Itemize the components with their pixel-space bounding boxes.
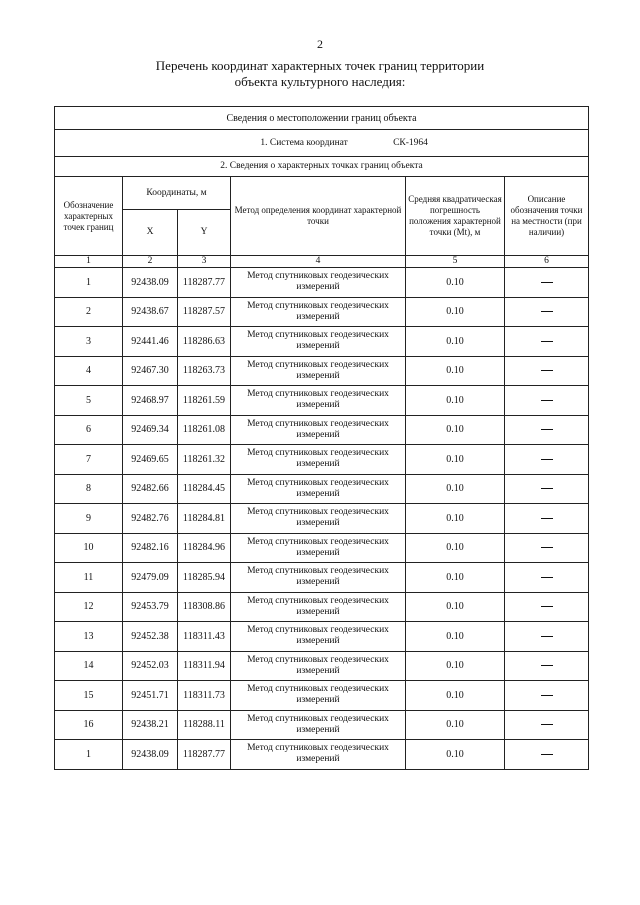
description-cell bbox=[505, 268, 589, 298]
table-row bbox=[55, 327, 589, 357]
description-cell bbox=[505, 681, 589, 711]
description-cell bbox=[505, 563, 589, 593]
description-cell bbox=[505, 651, 589, 681]
method-cell: Метод спутниковых геодезических измерений bbox=[231, 740, 406, 770]
x-cell: 92482.66 bbox=[123, 474, 178, 504]
column-numbers-row bbox=[55, 256, 589, 268]
x-cell: 92482.16 bbox=[123, 533, 178, 563]
y-cell: 118311.43 bbox=[178, 622, 231, 652]
dash-mark bbox=[541, 459, 553, 460]
point-cell: 1 bbox=[55, 268, 123, 298]
description-cell bbox=[505, 533, 589, 563]
dash-mark bbox=[541, 754, 553, 755]
y-cell: 118311.94 bbox=[178, 651, 231, 681]
y-cell: 118284.45 bbox=[178, 474, 231, 504]
point-cell: 14 bbox=[55, 651, 123, 681]
points-header: 2. Сведения о характерных точках границ объекта bbox=[55, 157, 589, 177]
table-row bbox=[55, 268, 589, 298]
table-row bbox=[55, 622, 589, 652]
dash-mark bbox=[541, 724, 553, 725]
dash-mark bbox=[541, 282, 553, 283]
y-cell: 118287.77 bbox=[178, 740, 231, 770]
error-cell: 0.10 bbox=[406, 327, 505, 357]
error-cell: 0.10 bbox=[406, 592, 505, 622]
x-cell: 92469.65 bbox=[123, 445, 178, 475]
table-row bbox=[55, 710, 589, 740]
method-cell: Метод спутниковых геодезических измерений bbox=[231, 681, 406, 711]
point-cell: 4 bbox=[55, 356, 123, 386]
description-cell bbox=[505, 592, 589, 622]
error-cell: 0.10 bbox=[406, 268, 505, 298]
coord-system-row bbox=[55, 130, 589, 157]
x-cell: 92452.38 bbox=[123, 622, 178, 652]
description-cell bbox=[505, 740, 589, 770]
dash-mark bbox=[541, 547, 553, 548]
y-cell: 118288.11 bbox=[178, 710, 231, 740]
table-row bbox=[55, 474, 589, 504]
method-cell: Метод спутниковых геодезических измерений bbox=[231, 504, 406, 534]
column-number: 5 bbox=[406, 256, 505, 268]
description-cell bbox=[505, 415, 589, 445]
table-row bbox=[55, 740, 589, 770]
y-cell: 118263.73 bbox=[178, 356, 231, 386]
column-number: 6 bbox=[505, 256, 589, 268]
table-row bbox=[55, 386, 589, 416]
y-cell: 118284.81 bbox=[178, 504, 231, 534]
error-cell: 0.10 bbox=[406, 297, 505, 327]
x-cell: 92438.09 bbox=[123, 740, 178, 770]
coord-system-label: 1. Система координат bbox=[260, 137, 348, 148]
x-cell: 92469.34 bbox=[123, 415, 178, 445]
description-cell bbox=[505, 327, 589, 357]
point-cell: 7 bbox=[55, 445, 123, 475]
method-cell: Метод спутниковых геодезических измерений bbox=[231, 710, 406, 740]
point-cell: 15 bbox=[55, 681, 123, 711]
dash-mark bbox=[541, 341, 553, 342]
x-cell: 92482.76 bbox=[123, 504, 178, 534]
col-method-header: Метод определения координат характерной точки bbox=[231, 177, 406, 256]
col-x-header: X bbox=[123, 210, 178, 256]
description-cell bbox=[505, 710, 589, 740]
dash-mark bbox=[541, 311, 553, 312]
x-cell: 92438.09 bbox=[123, 268, 178, 298]
dash-mark bbox=[541, 370, 553, 371]
description-cell bbox=[505, 474, 589, 504]
method-cell: Метод спутниковых геодезических измерений bbox=[231, 474, 406, 504]
document-title bbox=[0, 58, 640, 90]
point-cell: 10 bbox=[55, 533, 123, 563]
method-cell: Метод спутниковых геодезических измерений bbox=[231, 533, 406, 563]
y-cell: 118261.08 bbox=[178, 415, 231, 445]
col-description-header: Описание обозначения точки на местности (при наличии) bbox=[505, 177, 589, 256]
description-cell bbox=[505, 622, 589, 652]
error-cell: 0.10 bbox=[406, 681, 505, 711]
point-cell: 5 bbox=[55, 386, 123, 416]
title-line-2: объекта культурного наследия: bbox=[234, 74, 406, 89]
method-cell: Метод спутниковых геодезических измерений bbox=[231, 268, 406, 298]
x-cell: 92468.97 bbox=[123, 386, 178, 416]
dash-mark bbox=[541, 695, 553, 696]
method-cell: Метод спутниковых геодезических измерений bbox=[231, 563, 406, 593]
page-number: 2 bbox=[317, 37, 323, 51]
table-row bbox=[55, 356, 589, 386]
table-row bbox=[55, 533, 589, 563]
dash-mark bbox=[541, 400, 553, 401]
error-cell: 0.10 bbox=[406, 563, 505, 593]
dash-mark bbox=[541, 636, 553, 637]
error-cell: 0.10 bbox=[406, 622, 505, 652]
error-cell: 0.10 bbox=[406, 651, 505, 681]
table-row bbox=[55, 415, 589, 445]
section-header: Сведения о местоположении границ объекта bbox=[55, 107, 589, 130]
y-cell: 118286.63 bbox=[178, 327, 231, 357]
point-cell: 1 bbox=[55, 740, 123, 770]
error-cell: 0.10 bbox=[406, 356, 505, 386]
table-row bbox=[55, 445, 589, 475]
x-cell: 92438.67 bbox=[123, 297, 178, 327]
error-cell: 0.10 bbox=[406, 445, 505, 475]
method-cell: Метод спутниковых геодезических измерений bbox=[231, 445, 406, 475]
method-cell: Метод спутниковых геодезических измерений bbox=[231, 651, 406, 681]
dash-mark bbox=[541, 518, 553, 519]
error-cell: 0.10 bbox=[406, 504, 505, 534]
y-cell: 118308.86 bbox=[178, 592, 231, 622]
method-cell: Метод спутниковых геодезических измерений bbox=[231, 356, 406, 386]
dash-mark bbox=[541, 577, 553, 578]
method-cell: Метод спутниковых геодезических измерений bbox=[231, 297, 406, 327]
y-cell: 118261.32 bbox=[178, 445, 231, 475]
error-cell: 0.10 bbox=[406, 474, 505, 504]
col-error-header: Средняя квадратическая погрешность положения характерной точки (Mt), м bbox=[406, 177, 505, 256]
method-cell: Метод спутниковых геодезических измерений bbox=[231, 327, 406, 357]
column-number: 3 bbox=[178, 256, 231, 268]
table-row bbox=[55, 651, 589, 681]
dash-mark bbox=[541, 665, 553, 666]
y-cell: 118284.96 bbox=[178, 533, 231, 563]
description-cell bbox=[505, 504, 589, 534]
description-cell bbox=[505, 386, 589, 416]
x-cell: 92467.30 bbox=[123, 356, 178, 386]
error-cell: 0.10 bbox=[406, 386, 505, 416]
error-cell: 0.10 bbox=[406, 710, 505, 740]
point-cell: 11 bbox=[55, 563, 123, 593]
col-y-header: Y bbox=[178, 210, 231, 256]
error-cell: 0.10 bbox=[406, 740, 505, 770]
point-cell: 9 bbox=[55, 504, 123, 534]
point-cell: 12 bbox=[55, 592, 123, 622]
table-row bbox=[55, 297, 589, 327]
point-cell: 6 bbox=[55, 415, 123, 445]
x-cell: 92452.03 bbox=[123, 651, 178, 681]
point-cell: 2 bbox=[55, 297, 123, 327]
method-cell: Метод спутниковых геодезических измерений bbox=[231, 622, 406, 652]
coordinates-table bbox=[54, 106, 589, 770]
y-cell: 118311.73 bbox=[178, 681, 231, 711]
y-cell: 118285.94 bbox=[178, 563, 231, 593]
point-cell: 3 bbox=[55, 327, 123, 357]
error-cell: 0.10 bbox=[406, 533, 505, 563]
x-cell: 92453.79 bbox=[123, 592, 178, 622]
point-cell: 8 bbox=[55, 474, 123, 504]
table-row bbox=[55, 681, 589, 711]
x-cell: 92451.71 bbox=[123, 681, 178, 711]
col-coords-header: Координаты, м bbox=[123, 177, 231, 210]
method-cell: Метод спутниковых геодезических измерений bbox=[231, 592, 406, 622]
col-designation-header: Обозначение характерных точек границ bbox=[55, 177, 123, 256]
title-line-1: Перечень координат характерных точек границ территории bbox=[155, 58, 485, 73]
dash-mark bbox=[541, 606, 553, 607]
table-row bbox=[55, 563, 589, 593]
y-cell: 118261.59 bbox=[178, 386, 231, 416]
description-cell bbox=[505, 356, 589, 386]
point-cell: 13 bbox=[55, 622, 123, 652]
error-cell: 0.10 bbox=[406, 415, 505, 445]
y-cell: 118287.57 bbox=[178, 297, 231, 327]
dash-mark bbox=[541, 429, 553, 430]
table-row bbox=[55, 504, 589, 534]
point-cell: 16 bbox=[55, 710, 123, 740]
dash-mark bbox=[541, 488, 553, 489]
x-cell: 92438.21 bbox=[123, 710, 178, 740]
x-cell: 92479.09 bbox=[123, 563, 178, 593]
description-cell bbox=[505, 445, 589, 475]
method-cell: Метод спутниковых геодезических измерений bbox=[231, 386, 406, 416]
table-row bbox=[55, 592, 589, 622]
coord-system-value: СК-1964 bbox=[393, 137, 428, 148]
description-cell bbox=[505, 297, 589, 327]
method-cell: Метод спутниковых геодезических измерений bbox=[231, 415, 406, 445]
column-number: 2 bbox=[123, 256, 178, 268]
column-number: 1 bbox=[55, 256, 123, 268]
column-number: 4 bbox=[231, 256, 406, 268]
y-cell: 118287.77 bbox=[178, 268, 231, 298]
x-cell: 92441.46 bbox=[123, 327, 178, 357]
